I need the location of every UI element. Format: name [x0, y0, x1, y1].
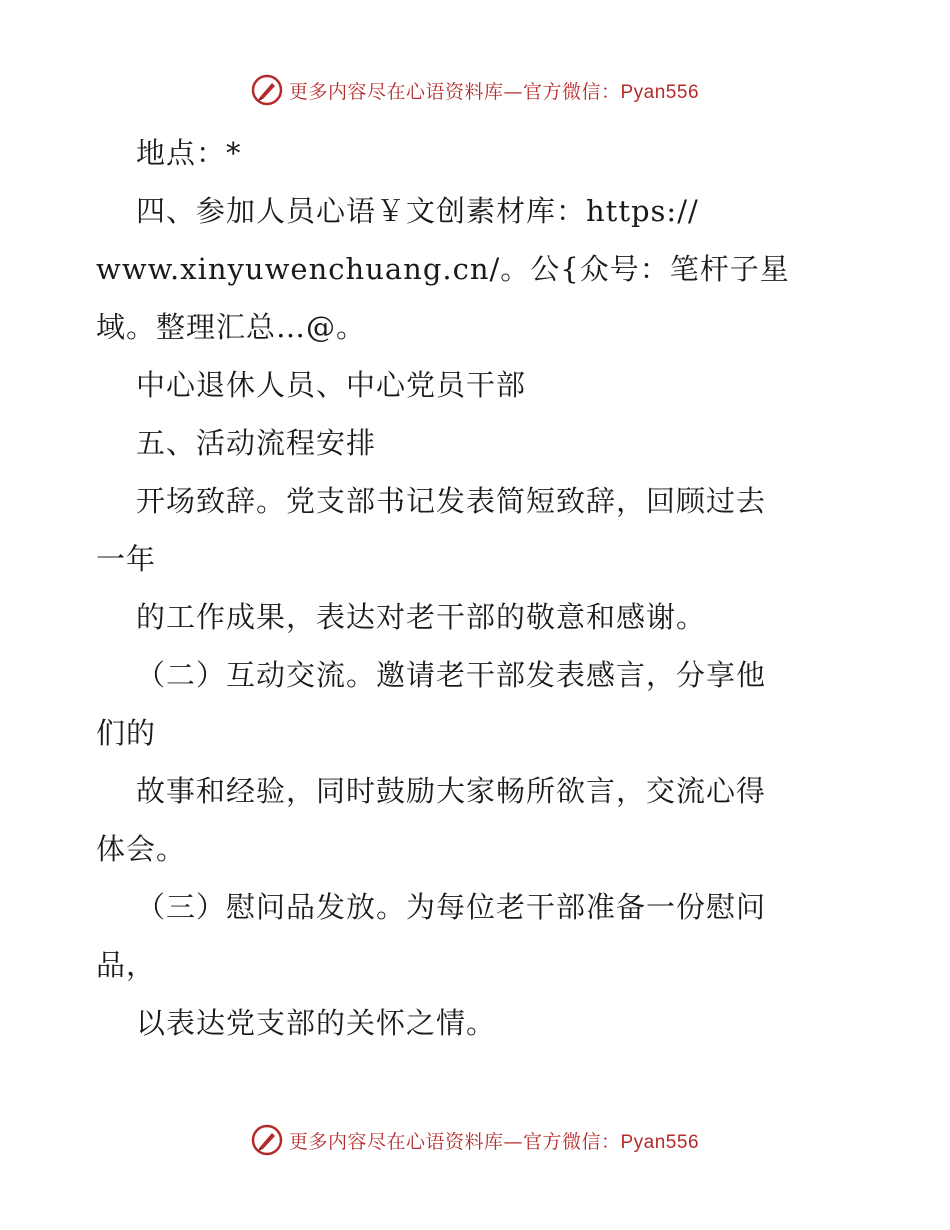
- paragraph-line: 开场致辞。党支部书记发表简短致辞，回顾过去: [136, 484, 767, 518]
- paragraph-line: 地点：*: [136, 136, 242, 170]
- paragraph-line: 以表达党支部的关怀之情。: [136, 1006, 497, 1040]
- pen-quill-logo-icon: [251, 74, 283, 106]
- paragraph-line: 体会。: [96, 832, 187, 866]
- paragraph-line: 中心退休人员、中心党员干部: [136, 368, 527, 402]
- header-banner-text: 更多内容尽在心语资料库—官方微信：Pyan556: [288, 80, 700, 103]
- paragraph-line: 四、参加人员心语￥文创素材库：https://: [136, 194, 699, 228]
- paragraph-line: 故事和经验，同时鼓励大家畅所欲言，交流心得: [136, 774, 767, 808]
- paragraph-line: 的工作成果，表达对老干部的敬意和感谢。: [136, 600, 707, 634]
- paragraph-line: 域。整理汇总…@。: [96, 310, 367, 344]
- pen-quill-logo-icon: [251, 1124, 283, 1156]
- paragraph-line: www.xinyuwenchuang.cn/。公{众号：笔杆子星: [96, 252, 790, 286]
- paragraph-line: 品，: [96, 948, 157, 982]
- paragraph-line: 一年: [96, 542, 157, 576]
- paragraph-line: （三）慰问品发放。为每位老干部准备一份慰问: [136, 890, 767, 924]
- section-heading: 五、活动流程安排: [136, 426, 377, 460]
- paragraph-line: 们的: [96, 716, 157, 750]
- footer-banner: [0, 1120, 950, 1160]
- paragraph-line: （二）互动交流。邀请老干部发表感言，分享他: [136, 658, 767, 692]
- footer-banner-text: 更多内容尽在心语资料库—官方微信：Pyan556: [288, 1130, 700, 1153]
- document-body: [96, 124, 866, 1052]
- header-banner: [0, 70, 950, 110]
